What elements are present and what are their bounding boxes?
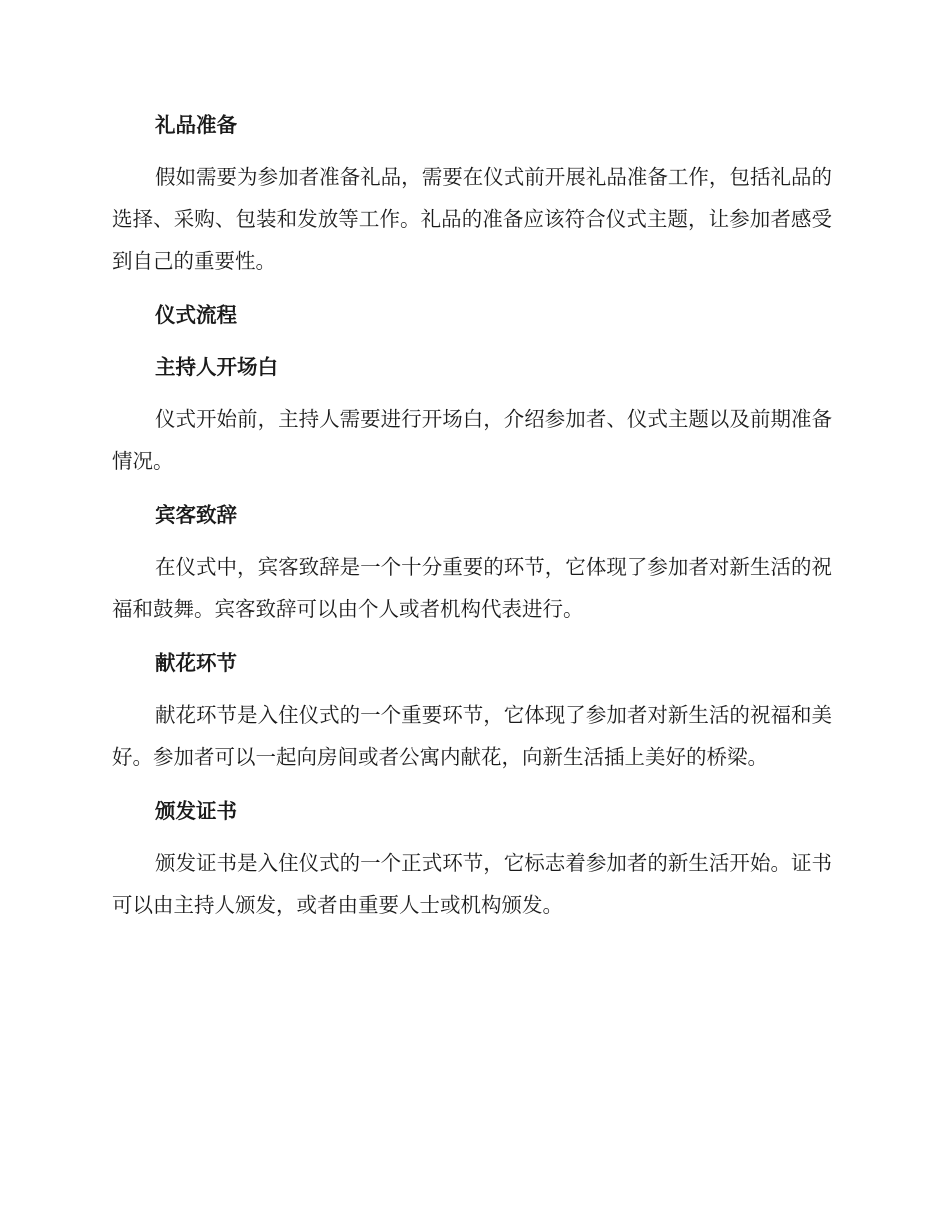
section-body-guest-speech: 在仪式中，宾客致辞是一个十分重要的环节，它体现了参加者对新生活的祝福和鼓舞。宾客致辞可以由个人或者机构代表进行。 (112, 555, 832, 621)
section-body-gift-preparation: 假如需要为参加者准备礼品，需要在仪式前开展礼品准备工作，包括礼品的选择、采购、包装和发放等工作。礼品的准备应该符合仪式主题，让参加者感受到自己的重要性。 (112, 165, 832, 273)
section-heading-certificate: 颁发证书 (155, 799, 237, 823)
section-body-host-opening: 仪式开始前，主持人需要进行开场白，介绍参加者、仪式主题以及前期准备情况。 (112, 407, 832, 473)
section-body-flower-offering: 献花环节是入住仪式的一个重要环节，它体现了参加者对新生活的祝福和美好。参加者可以一起向房间或者公寓内献花，向新生活插上美好的桥梁。 (112, 703, 832, 769)
section-heading-flower-offering: 献花环节 (155, 651, 237, 675)
section-heading-guest-speech: 宾客致辞 (155, 503, 237, 527)
section-heading-ceremony-process: 仪式流程 (155, 303, 237, 327)
document-page (112, 104, 832, 926)
section-heading-gift-preparation: 礼品准备 (155, 113, 237, 137)
section-heading-host-opening: 主持人开场白 (155, 355, 278, 379)
section-body-certificate: 颁发证书是入住仪式的一个正式环节，它标志着参加者的新生活开始。证书可以由主持人颁发，或者由重要人士或机构颁发。 (112, 851, 832, 917)
